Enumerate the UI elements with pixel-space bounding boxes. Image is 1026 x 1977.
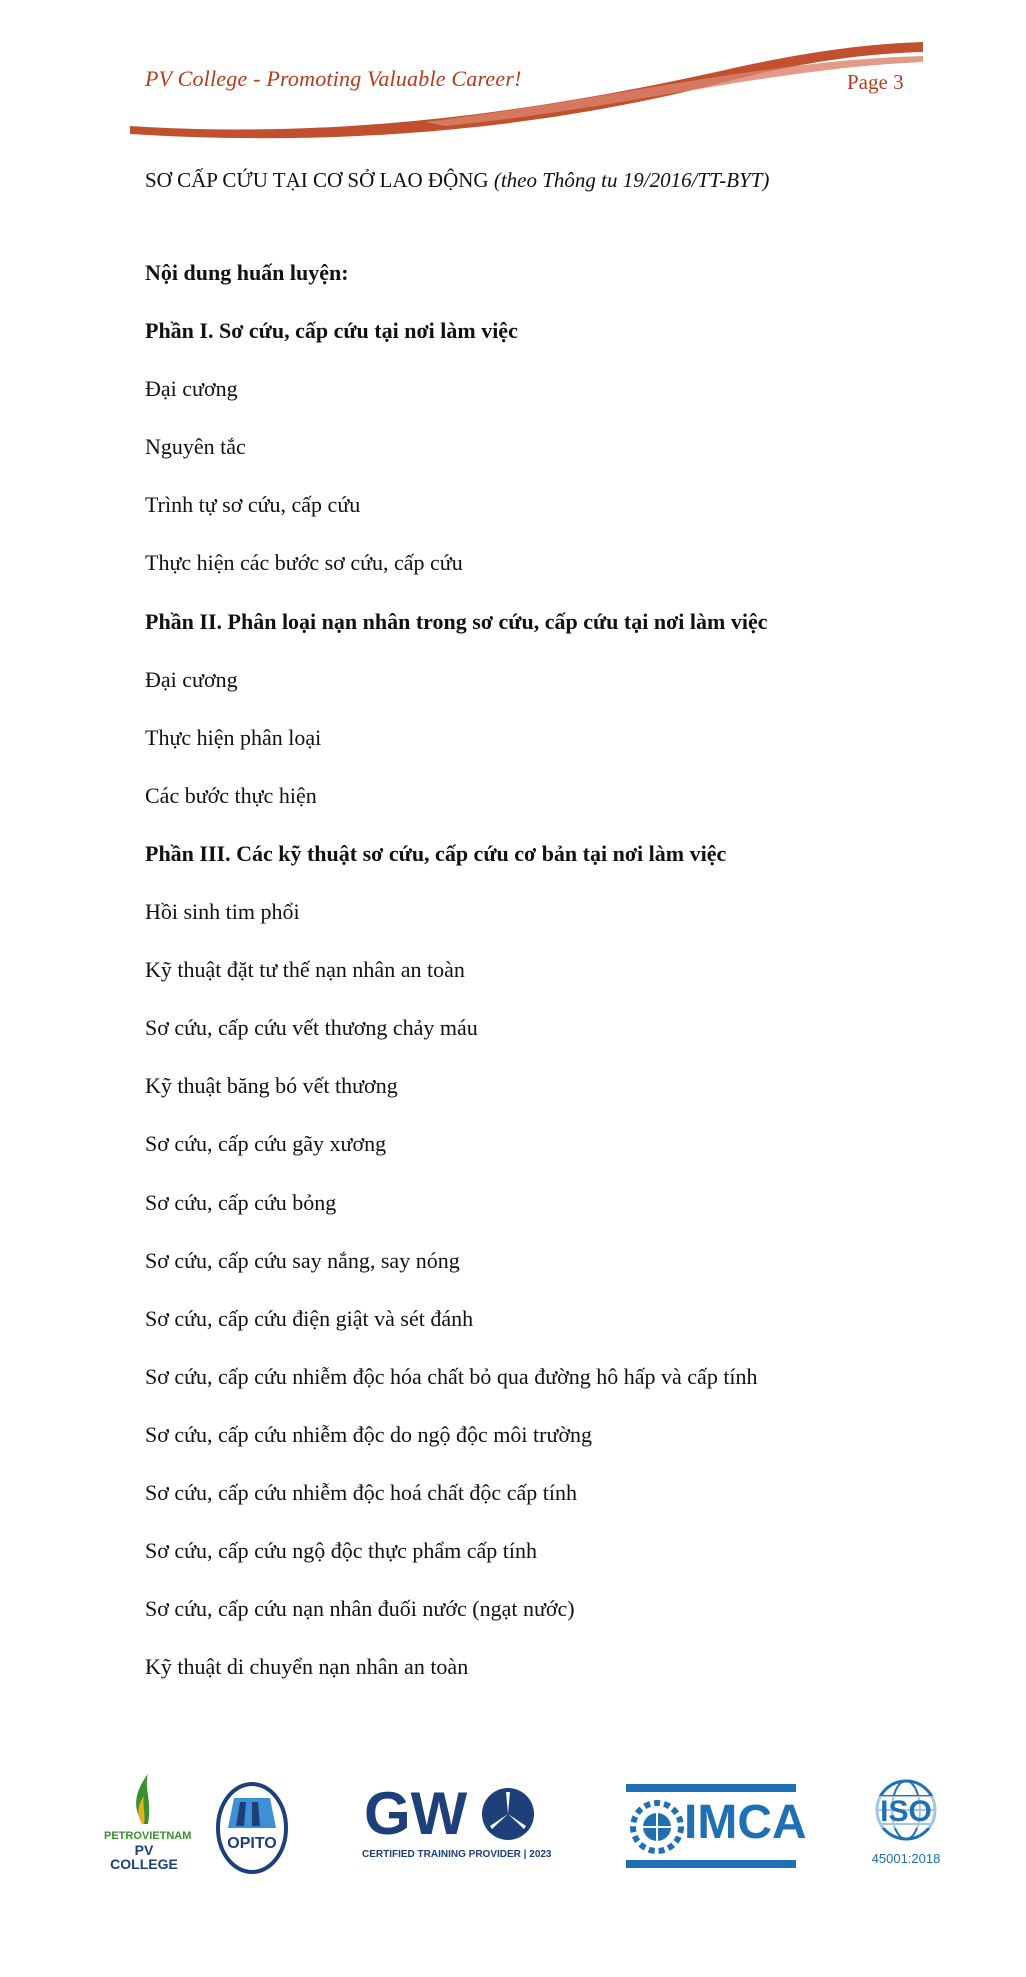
page-number: Page 3 (847, 70, 904, 94)
list-item: Trình tự sơ cứu, cấp cứu (145, 492, 361, 517)
imca-text: IMCA (684, 1796, 807, 1849)
opito-text: OPITO (227, 1835, 277, 1852)
list-item: Kỹ thuật băng bó vết thương (145, 1073, 398, 1098)
iso-logo (866, 1778, 946, 1874)
document-heading (145, 170, 769, 191)
list-item: Sơ cứu, cấp cứu điện giật và sét đánh (145, 1306, 474, 1331)
pv-college-text: PV COLLEGE (110, 1841, 178, 1873)
list-item: Đại cương (145, 376, 238, 401)
opito-emblem-icon (216, 1782, 288, 1874)
list-item: Kỹ thuật đặt tư thế nạn nhân an toàn (145, 957, 465, 982)
list-item: Nguyên tắc (145, 434, 246, 459)
content-subheading: Nội dung huấn luyện: (145, 260, 349, 285)
list-item: Sơ cứu, cấp cứu nạn nhân đuối nước (ngạt nước) (145, 1596, 575, 1621)
petrovietnam-logo (104, 1770, 192, 1873)
list-item: Sơ cứu, cấp cứu bỏng (145, 1190, 337, 1215)
gwo-logo (362, 1782, 552, 1872)
list-item: Sơ cứu, cấp cứu vết thương chảy máu (145, 1015, 478, 1040)
section-heading: Phần III. Các kỹ thuật sơ cứu, cấp cứu cơ bản tại nơi làm việc (145, 841, 727, 866)
list-item: Các bước thực hiện (145, 783, 317, 808)
section-heading: Phần II. Phân loại nạn nhân trong sơ cứu, cấp cứu tại nơi làm việc (145, 609, 768, 634)
list-item: Sơ cứu, cấp cứu ngộ độc thực phẩm cấp tính (145, 1538, 537, 1563)
gwo-text: GW (364, 1780, 468, 1847)
globe-gear-icon (630, 1800, 684, 1854)
list-item: Sơ cứu, cấp cứu say nắng, say nóng (145, 1248, 460, 1273)
section-heading: Phần I. Sơ cứu, cấp cứu tại nơi làm việc (145, 318, 518, 343)
imca-logo (626, 1784, 807, 1870)
list-item: Thực hiện các bước sơ cứu, cấp cứu (145, 550, 463, 575)
list-item: Sơ cứu, cấp cứu nhiễm độc hoá chất độc cấp tính (145, 1480, 577, 1505)
iso-caption: 45001:2018 (871, 1851, 941, 1866)
list-item: Hồi sinh tim phổi (145, 899, 300, 924)
iso-text: ISO (866, 1796, 946, 1828)
heading-main: SƠ CẤP CỨU TẠI CƠ SỞ LAO ĐỘNG (145, 168, 489, 192)
list-item: Thực hiện phân loại (145, 725, 322, 750)
list-item: Kỹ thuật di chuyển nạn nhân an toàn (145, 1654, 469, 1679)
header-title: PV College - Promoting Valuable Career! (145, 66, 522, 91)
gwo-caption: CERTIFIED TRAINING PROVIDER | 2023 (362, 1849, 552, 1860)
list-item: Sơ cứu, cấp cứu nhiễm độc do ngộ độc môi trường (145, 1422, 593, 1447)
heading-note: (theo Thông tu 19/2016/TT-BYT) (493, 168, 770, 192)
petrovietnam-flame-icon (104, 1770, 184, 1826)
list-item: Đại cương (145, 667, 238, 692)
list-item: Sơ cứu, cấp cứu nhiễm độc hóa chất bỏ qua đường hô hấp và cấp tính (145, 1364, 758, 1389)
wind-turbine-icon (480, 1786, 536, 1842)
list-item: Sơ cứu, cấp cứu gãy xương (145, 1131, 387, 1156)
opito-logo (216, 1782, 288, 1874)
petrovietnam-text: PETROVIETNAM (104, 1830, 192, 1842)
